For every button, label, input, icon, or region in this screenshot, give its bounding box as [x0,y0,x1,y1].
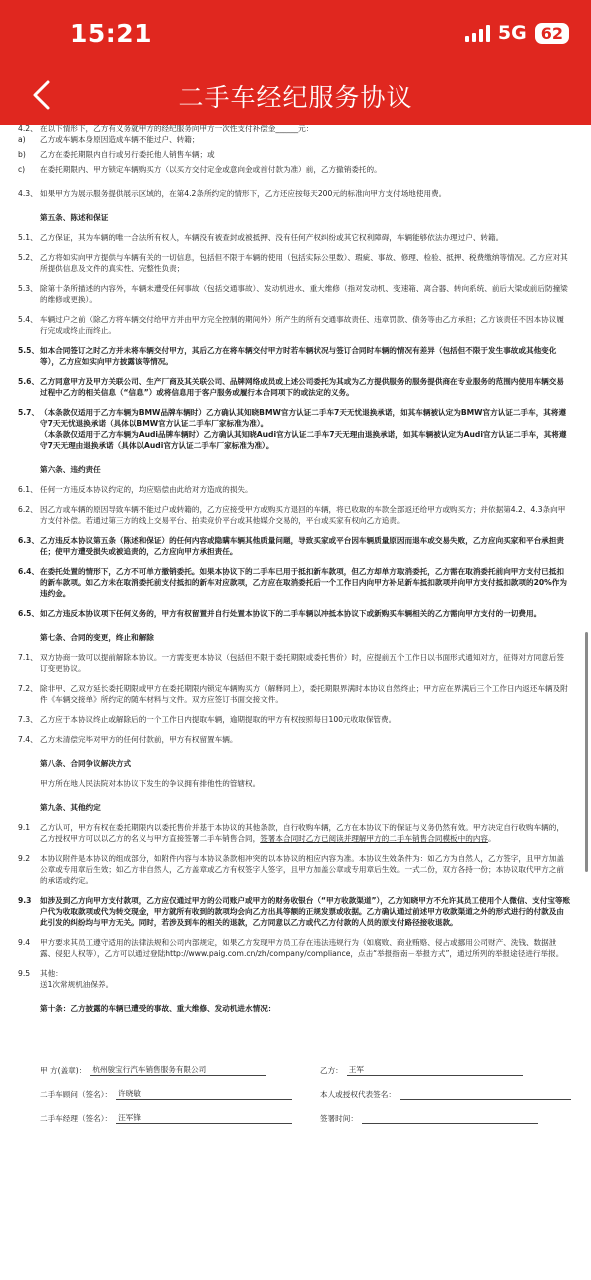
party-a-value: 杭州骏宝行汽车销售服务有限公司 [90,1064,266,1076]
clause-8-text: 甲方所在地人民法院对本协议下发生的争议拥有排他性的管辖权。 [40,779,261,788]
section-5-title: 第五条、陈述和保证 [40,213,109,222]
clause-9-5-detail: 送1次常规机油保养。 [40,980,114,989]
representative-value [400,1089,571,1100]
network-label: 5G [497,22,527,44]
clause-5-7: 5.7、 （本条款仅适用于乙方车辆为BMW品牌车辆时）乙方确认其知晓BMW官方认证二手车7天无忧退换承诺，如其车辆被认定为BMW官方认证二手车，其将遵守7天无忧退换承诺（具体以BMW官方认证二手车厂家标准为准）。 [18,408,567,428]
section-10-title: 第十条：乙方披露的车辆已遭受的事故、重大维修、发动机进水情况： [40,1004,276,1013]
clause-9-2: 9.2 本协议附件是本协议的组成部分，如附件内容与本协议条款相冲突的以本协议的相应内容为准。本协议生效条件为：如乙方为自然人，乙方签字，且甲方加盖公章或专用章后生效；如乙方非自然人，乙方盖章或乙方有权签字人签字，且甲方加盖公章或专用章后生效。一式二份，双方各持一份；本协议取代甲方之前的承诺或约定。 [18,854,564,885]
clause-6-3: 6.3、 乙方违反本协议第五条（陈述和保证）的任何内容或隐瞒车辆其他质量问题，导致买家或平台因车辆质量原因而退车或交易失败，乙方应向买家和平台承担责任；使甲方遭受损失或被追责的，乙方应向甲方承担责任。 [18,536,564,556]
party-b-value: 王军 [347,1064,523,1076]
clause-9-4: 9.4 甲方要求其员工遵守适用的法律法规和公司内部规定，如果乙方发现甲方员工存在违法违规行为（如腐败、商业贿赂、侵占或挪用公司财产、洗钱、数据泄露、侵犯人权等），乙方可以通过登陆http://www.paig.com.cn/zh/company/compliance，点击“举报指南－举报方式”，通过所列的举报途径进行举报。 [18,938,564,958]
consultant-value: 许晓敏 [116,1088,292,1100]
signal-icon [465,25,490,42]
signature-block [18,1052,571,1124]
clause-4-2-a: a) 乙方或车辆本身原因造成车辆不能过户、转籍； [18,135,200,144]
party-b-label: 乙方： [320,1066,343,1075]
section-9-title: 第九条、其他约定 [40,803,101,812]
clause-7-2: 7.2、 除非甲、乙双方延长委托期限或甲方在委托期限内锁定车辆购买方（解释同上），委托期限界满时本协议自然终止；甲方应在界满后三个工作日内返还车辆及附件《车辆交接单》所约定的随车材料与文件。双方应签订书面交接文件。 [18,684,568,704]
status-time: 15:21 [70,19,153,48]
clause-9-5: 9.5 其他： [18,969,63,978]
clause-9-1: 9.1 乙方认可，甲方有权在委托期限内以委托售价并基于本协议的其他条款，自行收购车辆，乙方在本协议下的保证与义务仍然有效。甲方决定自行收购车辆的，乙方授权甲方可以以乙方的名义与甲方直接签署二手车销售合同，签署本合同时乙方已阅读并理解甲方的二手车销售合同模板中的内容。 [18,823,564,843]
manager-label: 二手车经理（签名）： [40,1114,113,1123]
date-label: 签署时间： [320,1114,358,1123]
battery-icon: 62 [535,23,569,44]
clause-5-3: 5.3、 除第十条所描述的内容外，车辆未遭受任何事故（包括交通事故）、发动机进水、重大维修（指对发动机、变速箱、离合器、转向系统、前后大梁或前后防撞梁的维修或更换）。 [18,284,568,304]
page-title: 二手车经纪服务协议 [178,83,413,112]
clause-4-2: 4.2、 在以下情形下，乙方有义务就甲方的经纪服务向甲方一次性支付补偿金______元： [18,125,314,133]
section-6-title: 第六条、违约责任 [40,465,101,474]
clause-9-1-underlined: 签署本合同时乙方已阅读并理解甲方的二手车销售合同模板中的内容 [260,834,489,843]
clause-6-2: 6.2、 因乙方或车辆的原因导致车辆不能过户或转籍的，乙方应接受甲方或购买方退回的车辆，将已收取的车款全部返还给甲方或购买方；并依据第4.2、4.3条向甲方支付补偿。若通过第三方的线上交易平台、拍卖竞价平台或其他媒介交易的，平台或买家有权向乙方追责。 [18,505,566,525]
clause-4-2-c: c) 在委托期限内、甲方锁定车辆购买方（以买方交付定金或意向金或首付款为准）前，乙方撤销委托的。 [18,165,382,174]
clause-5-2: 5.2、 乙方将如实向甲方提供与车辆有关的一切信息，包括但不限于车辆的使用（包括实际公里数）、瑕疵、事故、修理、检验、抵押、税费缴纳等情况。乙方应对其所提供信息及文件的真实性、完整性负责； [18,253,568,273]
status-indicators [465,22,569,44]
clause-7-1: 7.1、 双方协商一致可以提前解除本协议。一方需变更本协议（包括但不限于委托期限或委托售价）时，应提前五个工作日以书面形式通知对方，征得对方同意后签订变更协议。 [18,653,564,673]
clause-5-4: 5.4、 车辆过户之前（除乙方将车辆交付给甲方并由甲方完全控制的期间外）所产生的所有交通事故责任、违章罚款、债务等由乙方承担；乙方该责任不因本协议履行完成或终止而终止。 [18,315,564,335]
party-a-label: 甲 方(盖章)： [40,1066,87,1075]
clause-6-1: 6.1、 任何一方违反本协议约定的，均应赔偿由此给对方造成的损失。 [18,485,253,494]
consultant-label: 二手车顾问（签名）： [40,1090,113,1099]
clause-4-2-b: b) 乙方在委托期限内自行或另行委托他人销售车辆；或 [18,150,215,159]
representative-label: 本人或授权代表签名： [320,1090,396,1099]
clause-6-4: 6.4、 在委托处置的情形下，乙方不可单方撤销委托。如果本协议下的二手车已用于抵扣新车款项，但乙方却单方取消委托，乙方需在取消委托前向甲方支付已抵扣的新车款项。如乙方未在取消委托前支付抵扣的新车对应款项，乙方应在取消委托后一个工作日内向甲方补足新车抵扣款项并向甲方支付抵扣款项的20%作为违约金。 [18,567,567,598]
clause-7-4: 7.4、 乙方未清偿完毕对甲方的任何付款前，甲方有权留置车辆。 [18,735,238,744]
clause-7-3: 7.3、 乙方应于本协议终止或解除后的一个工作日内提取车辆，逾期提取的甲方有权按照每日100元收取保管费。 [18,715,397,724]
date-value [362,1113,538,1124]
clause-5-7-audi: （本条款仅适用于乙方车辆为Audi品牌车辆时）乙方确认其知晓Audi官方认证二手车7天无理由退换承诺，如其车辆被认定为Audi官方认证二手车，其将遵守7天无理由退换承诺（具体以Audi官方认证二手车厂家标准为准）。 [40,430,567,450]
section-8-title: 第八条、合同争议解决方式 [40,759,132,768]
clause-5-5: 5.5、 如本合同签订之时乙方并未将车辆交付甲方，其后乙方在将车辆交付甲方时若车辆状况与签订合同时车辆的情况有差异（包括但不限于发生事故或其他变化等），乙方应如实向甲方披露该等情况。 [18,346,557,366]
scrollbar[interactable] [585,632,588,872]
clause-4-3: 4.3、 如果甲方为展示服务提供展示区域的，在第4.2条所约定的情形下，乙方还应按每天200元的标准向甲方支付场地使用费。 [18,189,447,198]
clause-5-1: 5.1、 乙方保证，其为车辆的唯一合法所有权人，车辆没有被查封或被抵押、没有任何产权纠纷或其它权利障碍，车辆能够依法办理过户、转籍。 [18,233,504,242]
app-header [0,0,591,125]
agreement-document[interactable] [0,125,591,1280]
clause-9-3: 9.3 如涉及到乙方向甲方支付款项，乙方应仅通过甲方的公司账户或甲方的财务收银台（“甲方收款渠道”），乙方知晓甲方不允许其员工使用个人微信、支付宝等账户代为收取款项或代为转交现金，甲方就所有收到的款项均会向乙方出具等额的正规发票或收据。乙方确认通过前述甲方收款渠道之外的形式进行的付款及由此引发的纠纷均与甲方无关。同时，若涉及到车的相关的退款，乙方同意以乙方或代乙方付款的人员的原支付路径接收退款。 [18,896,571,927]
section-7-title: 第七条、合同的变更，终止和解除 [40,633,154,642]
clause-6-5: 6.5、 如乙方违反本协议项下任何义务的，甲方有权留置并自行处置本协议下的二手车辆以冲抵本协议下或新购买车辆相关的乙方需向甲方支付的一切费用。 [18,609,542,618]
clause-5-6: 5.6、 乙方同意甲方及甲方关联公司、生产厂商及其关联公司、品牌网络成员或上述公司委托为其或为乙方提供服务的服务提供商在专业服务的范围内使用车辆交易过程中乙方的相关信息（“信息”）或将信息用于客户服务或履行本合同项下的或法定的义务。 [18,377,564,397]
manager-value: 汪军锋 [116,1112,292,1124]
